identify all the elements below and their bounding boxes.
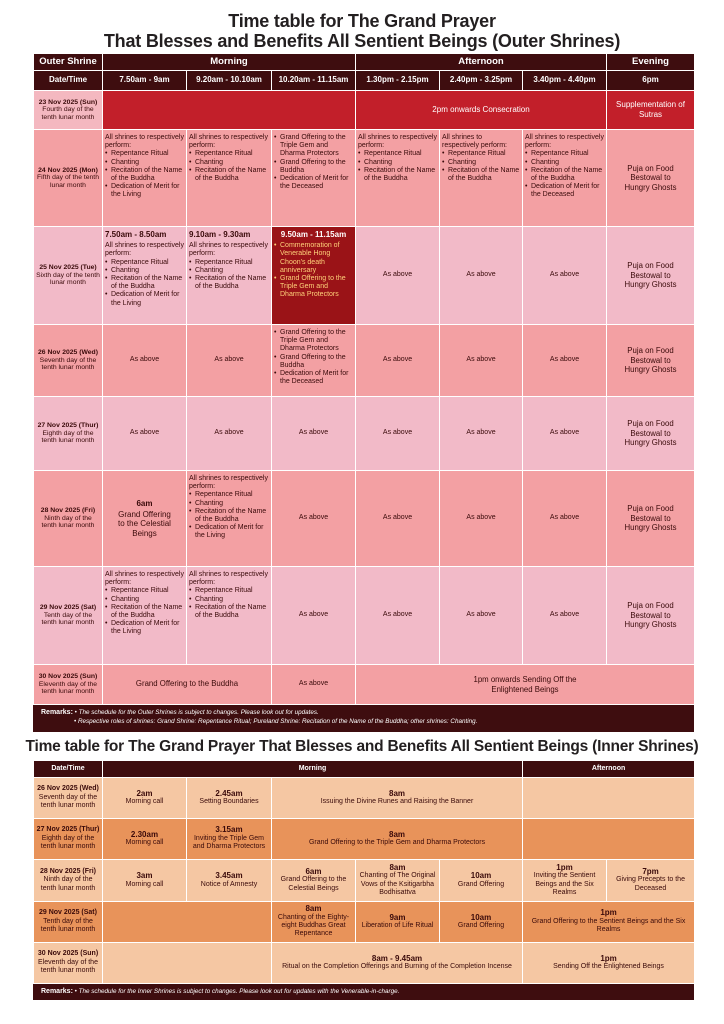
schedule-cell: All shrines to respectively perform: • Repentance Ritual • Chanting • Recitation of the Name of the Buddha (440, 130, 523, 227)
header-afternoon: Afternoon (356, 54, 607, 71)
grand-offering-buddha-cell: Grand Offering to the Buddha (103, 665, 272, 705)
date-cell: 28 Nov 2025 (Fri) Ninth day of the tenth lunar month (34, 471, 103, 567)
as-above-cell: As above (272, 397, 356, 471)
inner-cell: 3am Morning call (103, 860, 187, 902)
inner-cell: 1pm Sending Off the Enlightened Beings (523, 943, 695, 984)
as-above-cell: As above (272, 665, 356, 705)
empty-cell (103, 902, 272, 943)
schedule-cell: • Grand Offering to the Triple Gem and Dharma Protectors • Grand Offering to the Buddha • Dedication of Merit for the Deceased (272, 130, 356, 227)
time-header: 2.40pm - 3.25pm (440, 71, 523, 91)
inner-cell: 8am Grand Offering to the Triple Gem and Dharma Protectors (272, 819, 523, 860)
outer-title-line2: That Blesses and Benefits All Sentient Beings (Outer Shrines) (103, 31, 621, 51)
puja-cell: Puja on Food Bestowal to Hungry Ghosts (607, 227, 695, 325)
schedule-cell: All shrines to respectively perform: • Repentance Ritual • Chanting • Recitation of the Name of the Buddha • Dedication of Merit for the Living (187, 471, 272, 567)
date-cell: 26 Nov 2025 (Wed) Seventh day of the tenth lunar month (34, 778, 103, 819)
empty-cell (103, 91, 356, 130)
empty-cell (103, 943, 272, 984)
inner-cell: 1pm Inviting the Sentient Beings and the Six Realms (523, 860, 607, 902)
inner-cell: 2am Morning call (103, 778, 187, 819)
consecration-cell: 2pm onwards Consecration (356, 91, 607, 130)
date-cell: 23 Nov 2025 (Sun) Fourth day of the tenth lunar month (34, 91, 103, 130)
as-above-cell: As above (356, 567, 440, 665)
as-above-cell: As above (272, 471, 356, 567)
date-cell: 30 Nov 2025 (Sun) Eleventh day of the tenth lunar month (34, 943, 103, 984)
puja-cell: Puja on Food Bestowal to Hungry Ghosts (607, 130, 695, 227)
time-header: 6pm (607, 71, 695, 91)
schedule-cell: • Grand Offering to the Triple Gem and Dharma Protectors • Grand Offering to the Buddha • Dedication of Merit for the Deceased (272, 325, 356, 397)
inner-cell: 1pm Grand Offering to the Sentient Beings and the Six Realms (523, 902, 695, 943)
date-cell: 25 Nov 2025 (Tue) Sixth day of the tenth lunar month (34, 227, 103, 325)
as-above-cell: As above (356, 325, 440, 397)
inner-header-date: Date/Time (34, 761, 103, 778)
schedule-cell: All shrines to respectively perform: • Repentance Ritual • Chanting • Recitation of the Name of the Buddha (187, 567, 272, 665)
celestial-cell: 6am Grand Offering to the Celestial Beings (103, 471, 187, 567)
as-above-cell: As above (356, 227, 440, 325)
date-cell: 29 Nov 2025 (Sat) Tenth day of the tenth lunar month (34, 902, 103, 943)
as-above-cell: As above (103, 325, 187, 397)
date-cell: 29 Nov 2025 (Sat) Tenth day of the tenth lunar month (34, 567, 103, 665)
inner-cell: 9am Liberation of Life Ritual (356, 902, 440, 943)
inner-timetable (33, 760, 695, 984)
header-evening: Evening (607, 54, 695, 71)
date-cell: 28 Nov 2025 (Fri) Ninth day of the tenth lunar month (34, 860, 103, 902)
time-header: 9.20am - 10.10am (187, 71, 272, 91)
as-above-cell: As above (187, 397, 272, 471)
as-above-cell: As above (440, 567, 523, 665)
empty-cell (523, 819, 695, 860)
inner-cell: 7pm Giving Precepts to the Deceased (607, 860, 695, 902)
date-cell: 24 Nov 2025 (Mon) Fifth day of the tenth lunar month (34, 130, 103, 227)
as-above-cell: As above (356, 471, 440, 567)
as-above-cell: As above (356, 397, 440, 471)
empty-cell (523, 778, 695, 819)
time-header: 3.40pm - 4.40pm (523, 71, 607, 91)
as-above-cell: As above (523, 567, 607, 665)
time-header: 10.20am - 11.15am (272, 71, 356, 91)
outer-title-line1: Time table for The Grand Prayer (228, 11, 496, 31)
inner-header-afternoon: Afternoon (523, 761, 695, 778)
schedule-cell: All shrines to respectively perform: • Repentance Ritual • Chanting • Recitation of the Name of the Buddha • Dedication of Merit for the Living (103, 567, 187, 665)
date-cell: 30 Nov 2025 (Sun) Eleventh day of the tenth lunar month (34, 665, 103, 705)
schedule-cell: 9.10am - 9.30am All shrines to respectively perform: • Repentance Ritual • Chanting • Recitation of the Name of the Buddha (187, 227, 272, 325)
inner-cell: 8am Chanting of The Original Vows of the Ksitigarbha Bodhisattva (356, 860, 440, 902)
inner-cell: 8am Issuing the Divine Runes and Raising the Banner (272, 778, 523, 819)
as-above-cell: As above (187, 325, 272, 397)
as-above-cell: As above (103, 397, 187, 471)
header-outer-shrine: Outer Shrine (34, 54, 103, 71)
as-above-cell: As above (523, 227, 607, 325)
inner-cell: 10am Grand Offering (440, 860, 523, 902)
outer-title (0, 11, 724, 51)
puja-cell: Puja on Food Bestowal to Hungry Ghosts (607, 471, 695, 567)
date-cell: 26 Nov 2025 (Wed) Seventh day of the tenth lunar month (34, 325, 103, 397)
sending-off-cell: 1pm onwards Sending Off the Enlightened Beings (356, 665, 695, 705)
puja-cell: Puja on Food Bestowal to Hungry Ghosts (607, 325, 695, 397)
puja-cell: Puja on Food Bestowal to Hungry Ghosts (607, 397, 695, 471)
supplementation-cell: Supplementation of Sutras (607, 91, 695, 130)
as-above-cell: As above (272, 567, 356, 665)
as-above-cell: As above (523, 325, 607, 397)
schedule-cell: All shrines to respectively perform: • Repentance Ritual • Chanting • Recitation of the Name of the Buddha (356, 130, 440, 227)
as-above-cell: As above (523, 397, 607, 471)
as-above-cell: As above (440, 325, 523, 397)
as-above-cell: As above (440, 227, 523, 325)
inner-header-morning: Morning (103, 761, 523, 778)
header-morning: Morning (103, 54, 356, 71)
as-above-cell: As above (440, 471, 523, 567)
time-header: 1.30pm - 2.15pm (356, 71, 440, 91)
schedule-cell: All shrines to respectively perform: • Repentance Ritual • Chanting • Recitation of the Name of the Buddha • Dedication of Merit for the Living (103, 130, 187, 227)
as-above-cell: As above (523, 471, 607, 567)
schedule-cell: All shrines to respectively perform: • Repentance Ritual • Chanting • Recitation of the Name of the Buddha (187, 130, 272, 227)
inner-cell: 8am - 9.45am Ritual on the Completion Offerings and Burning of the Completion Incense (272, 943, 523, 984)
inner-remarks: Remarks: • The schedule for the Inner Shrines is subject to changes. Please look out for updates with the Venerable-in-charge. (33, 984, 694, 1000)
inner-cell: 10am Grand Offering (440, 902, 523, 943)
inner-cell: 8am Chanting of the Eighty-eight Buddhas Great Repentance (272, 902, 356, 943)
inner-cell: 3.45am Notice of Amnesty (187, 860, 272, 902)
date-cell: 27 Nov 2025 (Thur) Eighth day of the tenth lunar month (34, 819, 103, 860)
as-above-cell: As above (440, 397, 523, 471)
inner-cell: 3.15am Inviting the Triple Gem and Dharma Protectors (187, 819, 272, 860)
commemoration-cell: 9.50am - 11.15am • Commemoration of Venerable Hong Choon's death anniversary • Grand Offering to the Triple Gem and Dharma Protectors (272, 227, 356, 325)
inner-title: Time table for The Grand Prayer That Blesses and Benefits All Sentient Beings (Inner Shrines) (25, 738, 699, 755)
schedule-cell: All shrines to respectively perform: • Repentance Ritual • Chanting • Recitation of the Name of the Buddha • Dedication of Merit for the Deceased (523, 130, 607, 227)
date-cell: 27 Nov 2025 (Thur) Eighth day of the tenth lunar month (34, 397, 103, 471)
outer-timetable (33, 53, 695, 705)
puja-cell: Puja on Food Bestowal to Hungry Ghosts (607, 567, 695, 665)
inner-cell: 2.45am Setting Boundaries (187, 778, 272, 819)
inner-cell: 2.30am Morning call (103, 819, 187, 860)
time-header: Date/Time (34, 71, 103, 91)
outer-remarks: Remarks: • The schedule for the Outer Shrines is subject to changes. Please look out for updates. • Respective roles of shrines: Grand Shrine: Repentance Ritual; Pureland Shrine: Recitation of the Name of the Buddha; other shrines: Chanting. (33, 705, 694, 732)
time-header: 7.50am - 9am (103, 71, 187, 91)
inner-cell: 6am Grand Offering to the Celestial Beings (272, 860, 356, 902)
schedule-cell: 7.50am - 8.50am All shrines to respectively perform: • Repentance Ritual • Chanting • Recitation of the Name of the Buddha • Dedication of Merit for the Living (103, 227, 187, 325)
